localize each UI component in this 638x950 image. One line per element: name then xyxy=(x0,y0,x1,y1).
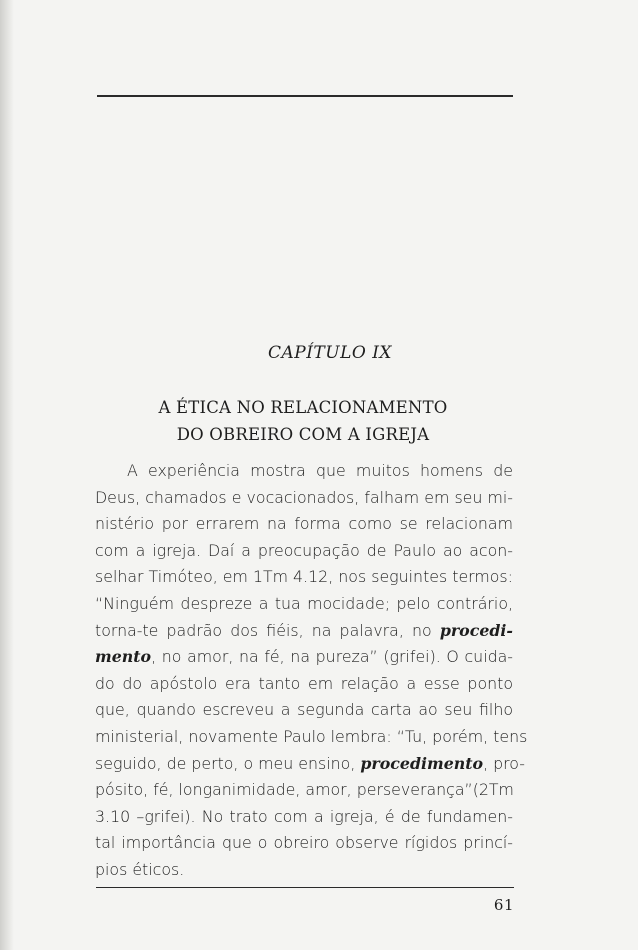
footer-rule xyxy=(96,887,514,888)
emphasized-word: procedimento xyxy=(360,753,484,773)
body-line: com a igreja. Daí a preocupação de Paulo ao acon- xyxy=(95,540,513,560)
body-line: tal importância que o obreiro observe rígidos princí- xyxy=(95,833,513,853)
body-line: 3.10 –grifei). No trato com a igreja, é de fundamen- xyxy=(95,806,513,826)
body-line-mixed xyxy=(95,618,513,645)
body-line-mixed xyxy=(95,751,525,778)
body-line: do do apóstolo era tanto em relação a esse ponto xyxy=(95,673,513,693)
body-line: “Ninguém despreze a tua mocidade; pelo contrário, xyxy=(95,593,513,613)
emphasized-word: mento xyxy=(95,647,152,667)
body-line: selhar Timóteo, em 1Tm 4.12, nos seguintes termos: xyxy=(95,567,513,587)
top-rule xyxy=(97,95,513,97)
body-text-run: torna-te padrão dos fiéis, na palavra, no xyxy=(95,620,440,640)
body-text-run: , pro- xyxy=(483,753,525,773)
page-number: 61 xyxy=(493,896,514,914)
chapter-title-line: DO OBREIRO COM A IGREJA xyxy=(176,425,430,444)
body-text-run: seguido, de perto, o meu ensino, xyxy=(95,753,361,773)
body-line-mixed xyxy=(95,644,513,671)
body-line: pios éticos. xyxy=(95,859,185,879)
body-text-run: , no amor, na fé, na pureza” (grifei). O cuida- xyxy=(151,647,513,667)
body-line: pósito, fé, longanimidade, amor, perseverança”(2Tm xyxy=(95,780,514,800)
body-line: nistério por errarem na forma como se relacionam xyxy=(95,514,513,534)
chapter-title-line: A ÉTICA NO RELACIONAMENTO xyxy=(158,398,448,417)
page-edge-shadow xyxy=(0,0,14,950)
body-line: A experiência mostra que muitos homens de xyxy=(127,461,513,480)
body-paragraph xyxy=(95,458,528,884)
body-line: ministerial, novamente Paulo lembra: “Tu, porém, tens xyxy=(95,726,528,746)
body-line: que, quando escreveu a segunda carta ao seu filho xyxy=(95,700,513,720)
emphasized-word: procedi- xyxy=(439,620,513,640)
body-line: Deus, chamados e vocacionados, falham em seu mi- xyxy=(95,487,513,507)
chapter-title xyxy=(95,394,511,448)
chapter-label: CAPÍTULO IX xyxy=(267,343,393,363)
